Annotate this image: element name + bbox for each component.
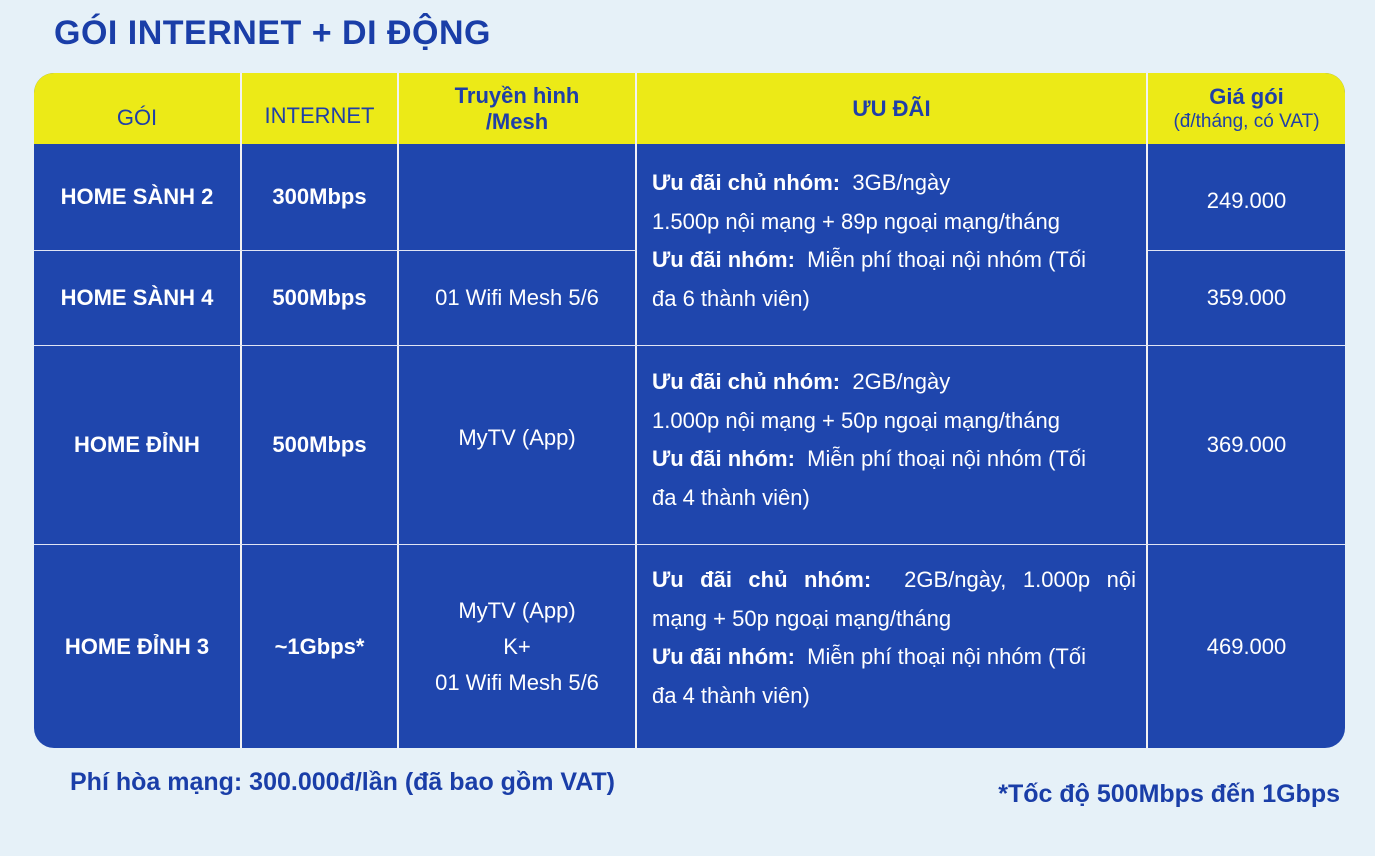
package-table bbox=[34, 73, 1345, 748]
table-row-name: HOME ĐỈNH bbox=[74, 432, 200, 457]
header-goi-label: GÓI bbox=[116, 104, 158, 130]
table-row-price: 369.000 bbox=[1206, 432, 1287, 457]
benefit-group-label: Ưu đãi nhóm: bbox=[652, 644, 795, 669]
table-row-name: HOME SÀNH 2 bbox=[60, 184, 214, 209]
benefit-owner-label: Ưu đãi chủ nhóm: bbox=[652, 170, 841, 195]
header-goi bbox=[34, 73, 240, 144]
benefit-group-line2: đa 4 thành viên) bbox=[652, 484, 810, 510]
benefit-group-line2: đa 6 thành viên) bbox=[652, 285, 810, 311]
header-tv-line2: /Mesh bbox=[485, 108, 549, 134]
table-row-internet: ~1Gbps* bbox=[274, 633, 365, 659]
header-uudai bbox=[637, 73, 1146, 144]
benefit-block bbox=[652, 561, 1136, 715]
header-price bbox=[1148, 73, 1345, 144]
benefit-owner-line2: 1.500p nội mạng + 89p ngoại mạng/tháng bbox=[652, 208, 1060, 234]
benefit-group-text: Miễn phí thoại nội nhóm (Tối bbox=[807, 644, 1086, 669]
benefit-group-label: Ưu đãi nhóm: bbox=[652, 446, 795, 471]
table-row-internet: 500Mbps bbox=[272, 432, 367, 457]
table-row-price: 359.000 bbox=[1206, 285, 1287, 310]
divider bbox=[635, 73, 637, 748]
table-row-price: 469.000 bbox=[1206, 633, 1287, 659]
table-row-tv bbox=[399, 144, 635, 250]
table-row-name: HOME ĐỈNH 3 bbox=[64, 633, 210, 659]
header-internet bbox=[242, 73, 397, 144]
tv-line: 01 Wifi Mesh 5/6 bbox=[435, 669, 599, 695]
benefit-owner-text: 2GB/ngày, 1.000p nội bbox=[904, 567, 1136, 592]
table-row-tv: MyTV (App) bbox=[458, 425, 576, 450]
speed-footnote: *Tốc độ 500Mbps đến 1Gbps bbox=[998, 780, 1340, 808]
connection-fee-note: Phí hòa mạng: 300.000đ/lần (đã bao gồm VAT) bbox=[70, 768, 615, 796]
header-price-line1: Giá gói bbox=[1209, 83, 1284, 109]
table-row-price: 249.000 bbox=[1206, 188, 1287, 213]
benefit-block bbox=[652, 164, 1136, 318]
table-row-internet: 500Mbps bbox=[272, 285, 367, 310]
benefit-owner-label: Ưu đãi chủ nhóm: bbox=[652, 369, 841, 394]
header-uudai-label: ƯU ĐÃI bbox=[852, 95, 931, 121]
benefit-group-label: Ưu đãi nhóm: bbox=[652, 247, 795, 272]
benefit-group-line2: đa 4 thành viên) bbox=[652, 682, 810, 708]
tv-line: K+ bbox=[503, 633, 531, 659]
header-internet-label: INTERNET bbox=[264, 102, 375, 128]
benefit-owner-line2: mạng + 50p ngoại mạng/tháng bbox=[652, 605, 952, 631]
page-title: GÓI INTERNET + DI ĐỘNG bbox=[54, 14, 491, 52]
benefit-owner-text: 2GB/ngày bbox=[852, 369, 951, 394]
benefit-group-text: Miễn phí thoại nội nhóm (Tối bbox=[807, 247, 1086, 272]
header-price-line2: (đ/tháng, có VAT) bbox=[1173, 110, 1320, 132]
benefit-group-text: Miễn phí thoại nội nhóm (Tối bbox=[807, 446, 1086, 471]
table-row-tv: 01 Wifi Mesh 5/6 bbox=[435, 285, 599, 310]
benefit-block bbox=[652, 363, 1136, 517]
header-tv-line1: Truyền hình bbox=[454, 82, 580, 108]
table-row-tv bbox=[399, 545, 635, 748]
header-tv bbox=[399, 73, 635, 144]
tv-line: MyTV (App) bbox=[458, 597, 576, 623]
benefit-owner-text: 3GB/ngày bbox=[852, 170, 951, 195]
table-row-internet: 300Mbps bbox=[272, 184, 367, 209]
benefit-owner-line2: 1.000p nội mạng + 50p ngoại mạng/tháng bbox=[652, 407, 1060, 433]
benefit-owner-label: Ưu đãi chủ nhóm: bbox=[652, 567, 872, 592]
table-row-name: HOME SÀNH 4 bbox=[60, 285, 214, 310]
